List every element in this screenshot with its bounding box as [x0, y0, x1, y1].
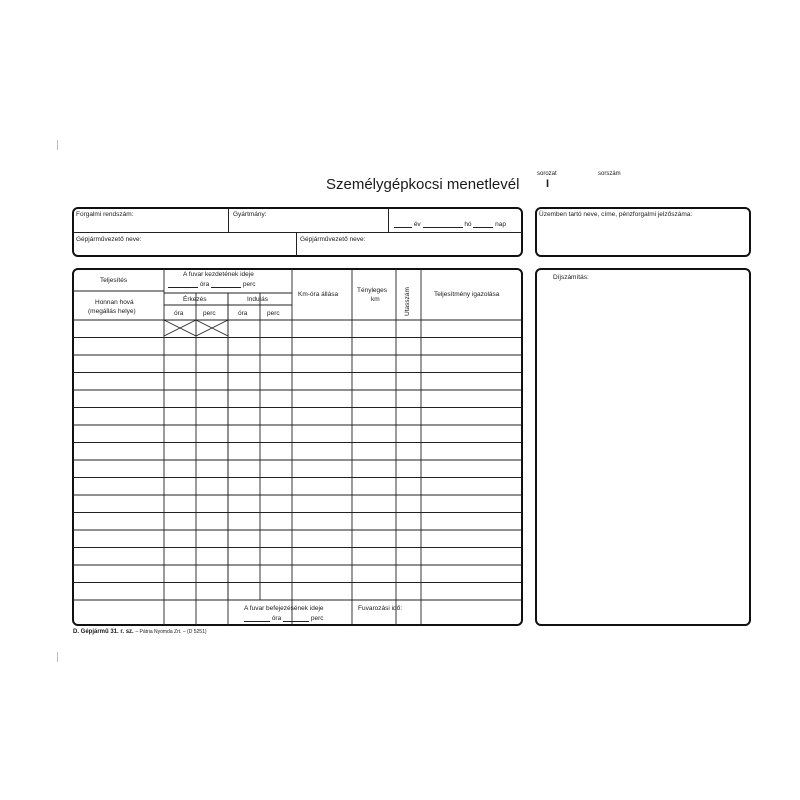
- series-mark: I: [546, 178, 550, 190]
- form-code: D. Gépjármű 31. r. sz.: [73, 629, 134, 635]
- honnan-header: Honnan hová: [95, 299, 134, 306]
- registration-label: Forgalmi rendszám:: [76, 211, 134, 218]
- fee-label: Díjszámítás:: [553, 274, 589, 281]
- km-header: km: [371, 296, 380, 303]
- end-time-fields[interactable]: [244, 615, 324, 622]
- operator-label: Üzemben tartó neve, címe, pénzforgalmi jelzőszáma:: [539, 211, 693, 218]
- end-perc-label: perc: [310, 615, 324, 622]
- indulas-perc-header: perc: [267, 310, 280, 317]
- page-title: Személygépkocsi menetlevél: [326, 176, 520, 193]
- end-time-header: A fuvar befejezésének ideje: [244, 605, 324, 612]
- start-time-header: A fuvar kezdetének ideje: [183, 271, 254, 278]
- make-label: Gyártmány:: [233, 211, 267, 218]
- erkezes-ora-header: óra: [174, 310, 184, 317]
- megallas-header: (megállás helye): [88, 308, 136, 315]
- driver2-label: Gépjárművezető neve:: [300, 236, 366, 243]
- sorszam-label: sorszám: [598, 171, 621, 177]
- form-footer: [73, 629, 207, 635]
- driver1-label: Gépjárművezető neve:: [76, 236, 142, 243]
- month-label: hó: [464, 221, 472, 228]
- indulas-ora-header: óra: [238, 310, 248, 317]
- start-ora-label: óra: [199, 281, 210, 288]
- start-perc-label: perc: [242, 281, 256, 288]
- end-ora-label: óra: [271, 615, 282, 622]
- publisher-text: – Pátria Nyomda Zrt. – (D 5251): [135, 629, 207, 635]
- sorozat-label: sorozat: [537, 171, 557, 177]
- utasszam-header: Utasszám: [404, 287, 411, 316]
- year-label: év: [413, 221, 421, 228]
- day-label: nap: [495, 221, 507, 228]
- indulas-header: Indulás: [247, 296, 268, 303]
- teljesites-header: Teljesítés: [100, 277, 128, 284]
- start-time-fields[interactable]: [168, 281, 256, 288]
- igazolas-header: Teljesítmény igazolása: [434, 291, 500, 298]
- tenyleges-header: Tényleges: [357, 287, 387, 294]
- erkezes-perc-header: perc: [203, 310, 216, 317]
- erkezes-header: Érkezés: [183, 296, 207, 303]
- fuvarozasi-ido-label: Fuvarozási idő:: [358, 605, 403, 612]
- km-ora-header: Km-óra állása: [298, 291, 339, 298]
